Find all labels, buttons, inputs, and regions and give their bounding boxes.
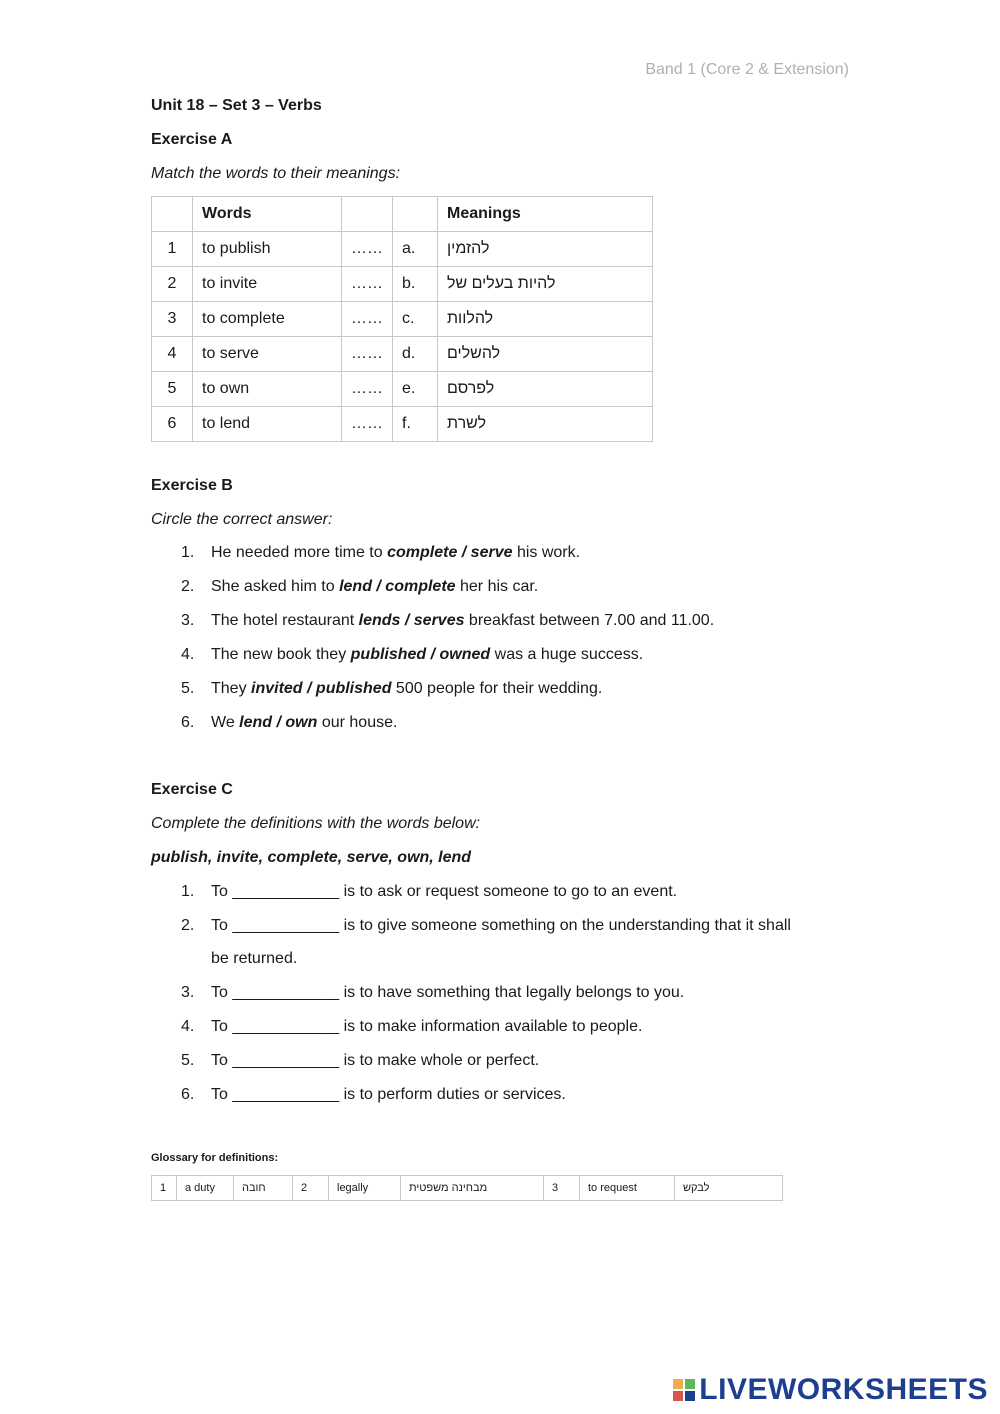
answer-blank[interactable]: ……: [342, 407, 393, 442]
glossary-cell: [401, 1176, 544, 1201]
header-words: Words: [193, 197, 342, 232]
definition-text[interactable]: To ____________ is to give someone something on the understanding that it shall: [211, 917, 791, 934]
table-row: [152, 337, 653, 372]
glossary-cell: to request: [580, 1176, 675, 1201]
item-number: 6.: [181, 714, 195, 731]
definition-continuation: be returned.: [211, 950, 298, 967]
sentence-start: He needed more time to: [211, 544, 388, 561]
answer-blank[interactable]: ……: [342, 372, 393, 407]
row-meaning: [438, 407, 653, 442]
row-meaning: [438, 232, 653, 267]
exercise-c-title: Exercise C: [151, 781, 233, 798]
list-item: [181, 646, 643, 664]
row-letter: d.: [393, 337, 438, 372]
item-number: 5.: [181, 680, 195, 697]
header-num-cell: [152, 197, 193, 232]
meaning-text: להלוות: [447, 310, 494, 327]
glossary-cell: 3: [544, 1176, 580, 1201]
sentence-end: 500 people for their wedding.: [391, 680, 603, 697]
answer-blank[interactable]: ……: [342, 302, 393, 337]
sentence-end: was a huge success.: [490, 646, 644, 663]
table-row: [152, 407, 653, 442]
meaning-text: לשרת: [447, 415, 487, 432]
exercise-a-title: Exercise A: [151, 131, 233, 148]
row-word: to complete: [193, 302, 342, 337]
header-letter-cell: [393, 197, 438, 232]
answer-blank[interactable]: ……: [342, 337, 393, 372]
answer-blank[interactable]: ……: [342, 232, 393, 267]
answer-choice[interactable]: lend / complete: [339, 578, 456, 595]
answer-choice[interactable]: lend / own: [239, 714, 318, 731]
item-number: 1.: [181, 544, 195, 561]
row-number: 1: [152, 232, 193, 267]
row-number: 6: [152, 407, 193, 442]
list-item: [181, 1052, 539, 1070]
table-row: [152, 267, 653, 302]
sentence-start: They: [211, 680, 252, 697]
row-number: 2: [152, 267, 193, 302]
answer-choice[interactable]: complete / serve: [387, 544, 513, 561]
item-number: 2.: [181, 917, 195, 934]
sentence-start: The new book they: [211, 646, 351, 663]
item-number: 4.: [181, 646, 195, 663]
exercise-a-instruction: Match the words to their meanings:: [151, 165, 401, 182]
answer-choice[interactable]: published / owned: [350, 646, 491, 663]
row-number: 5: [152, 372, 193, 407]
item-number: 3.: [181, 612, 195, 629]
header-blank-cell: [342, 197, 393, 232]
list-item: [181, 883, 677, 901]
answer-choice[interactable]: invited / published: [251, 680, 392, 697]
word-bank: publish, invite, complete, serve, own, lend: [151, 849, 472, 866]
list-item: [181, 1086, 566, 1104]
exercise-b-title: Exercise B: [151, 477, 233, 494]
liveworksheets-logo: [673, 1372, 988, 1408]
item-number: 4.: [181, 1018, 195, 1035]
table-row: [152, 232, 653, 267]
list-item: [181, 714, 397, 732]
glossary-hebrew: מבחינה משפטית: [409, 1182, 488, 1194]
table-row: [152, 302, 653, 337]
sentence-end: breakfast between 7.00 and 11.00.: [464, 612, 715, 629]
list-item: [181, 984, 684, 1002]
sentence-start: She asked him to: [211, 578, 340, 595]
logo-blocks-icon: [673, 1379, 695, 1401]
page-title: Unit 18 – Set 3 – Verbs: [151, 97, 322, 114]
definition-text[interactable]: To ____________ is to make information available to people.: [211, 1018, 643, 1035]
list-item: [181, 1018, 642, 1036]
table-header-row: [152, 197, 653, 232]
row-letter: f.: [393, 407, 438, 442]
meaning-text: להזמין: [447, 240, 490, 257]
row-meaning: [438, 302, 653, 337]
item-number: 5.: [181, 1052, 195, 1069]
row-letter: e.: [393, 372, 438, 407]
matching-table: [151, 196, 653, 442]
header-meanings: Meanings: [438, 197, 653, 232]
row-meaning: [438, 267, 653, 302]
sentence-start: The hotel restaurant: [211, 612, 359, 629]
row-meaning: [438, 372, 653, 407]
row-meaning: [438, 337, 653, 372]
glossary-cell: 1: [152, 1176, 177, 1201]
glossary-cell: legally: [329, 1176, 401, 1201]
row-word: to invite: [193, 267, 342, 302]
answer-blank[interactable]: ……: [342, 267, 393, 302]
definition-text[interactable]: To ____________ is to make whole or perfect.: [211, 1052, 540, 1069]
list-item: [181, 544, 580, 562]
meaning-text: לפרסם: [447, 380, 495, 397]
glossary-table: [151, 1175, 783, 1201]
logo-text: LIVEWORKSHEETS: [699, 1373, 988, 1406]
row-number: 4: [152, 337, 193, 372]
table-row: [152, 1176, 783, 1201]
list-item: [181, 578, 538, 596]
row-word: to lend: [193, 407, 342, 442]
sentence-end: his work.: [512, 544, 581, 561]
definition-text[interactable]: To ____________ is to ask or request someone to go to an event.: [211, 883, 678, 900]
sentence-start: We: [211, 714, 240, 731]
row-letter: a.: [393, 232, 438, 267]
list-item: [181, 612, 714, 630]
row-word: to publish: [193, 232, 342, 267]
item-number: 2.: [181, 578, 195, 595]
sentence-end: our house.: [317, 714, 398, 731]
row-number: 3: [152, 302, 193, 337]
glossary-cell: [234, 1176, 293, 1201]
glossary-title: Glossary for definitions:: [151, 1152, 279, 1164]
band-label: Band 1 (Core 2 & Extension): [645, 61, 849, 78]
row-letter: c.: [393, 302, 438, 337]
glossary-cell: a duty: [177, 1176, 234, 1201]
sentence-end: her his car.: [455, 578, 539, 595]
item-number: 6.: [181, 1086, 195, 1103]
table-row: [152, 372, 653, 407]
item-number: 1.: [181, 883, 195, 900]
list-item: [181, 917, 791, 935]
row-word: to serve: [193, 337, 342, 372]
definition-text[interactable]: To ____________ is to perform duties or services.: [211, 1086, 566, 1103]
meaning-text: להשלים: [447, 345, 501, 362]
answer-choice[interactable]: lends / serves: [358, 612, 465, 629]
row-word: to own: [193, 372, 342, 407]
glossary-cell: 2: [293, 1176, 329, 1201]
row-letter: b.: [393, 267, 438, 302]
exercise-c-instruction: Complete the definitions with the words below:: [151, 815, 481, 832]
item-number: 3.: [181, 984, 195, 1001]
exercise-b-instruction: Circle the correct answer:: [151, 511, 333, 528]
glossary-hebrew: חובה: [242, 1182, 266, 1194]
definition-text[interactable]: To ____________ is to have something that legally belongs to you.: [211, 984, 685, 1001]
glossary-cell: [675, 1176, 783, 1201]
meaning-text: להיות בעלים של: [447, 275, 556, 292]
list-item: [181, 680, 602, 698]
glossary-hebrew: לבקש: [683, 1182, 710, 1194]
